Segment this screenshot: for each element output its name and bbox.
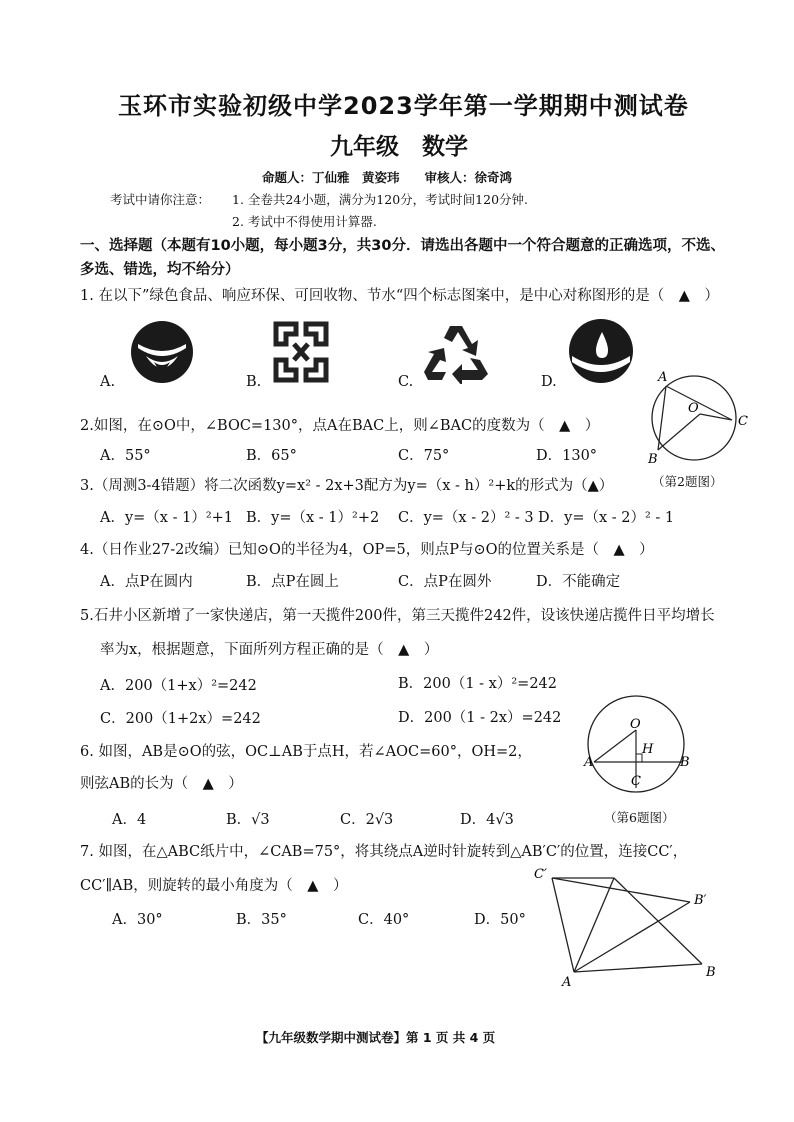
q5-option-d: D．200（1 - 2x）=242 <box>398 710 562 726</box>
q2-label-o: O <box>688 401 699 416</box>
q4-option-a: A．点P在圆内 <box>100 574 193 590</box>
q6-figure-caption: （第6题图） <box>604 810 675 825</box>
q5-option-c: C．200（1+2x）=242 <box>100 711 261 727</box>
q6-label-o: O <box>630 717 641 732</box>
q6-stem-line-1: 6. 如图，AB是⊙O的弦，OC⊥AB于点H，若∠AOC=60°，OH=2， <box>80 744 532 760</box>
authors-line: 命题人：丁仙雅 黄姿玮 审核人：徐奇鸿 <box>262 170 513 185</box>
q5-option-b: B．200（1 - x）²=242 <box>398 676 557 692</box>
q4-option-c: C．点P在圆外 <box>398 574 492 590</box>
q4-option-d: D．不能确定 <box>536 574 621 590</box>
q1-option-c: C. <box>398 374 414 390</box>
q1-option-a: A. <box>100 374 116 390</box>
q6-label-h: H <box>642 742 654 757</box>
q6-option-a: A．4 <box>112 812 147 828</box>
page-subtitle: 九年级 数学 <box>330 134 468 160</box>
q6-stem-line-2: 则弦AB的长为（ ▲ ） <box>80 776 243 792</box>
q2-figure <box>640 366 752 466</box>
page-title: 玉环市实验初级中学2023学年第一学期期中测试卷 <box>118 92 689 120</box>
q3-stem: 3.（周测3-4错题）将二次函数y=x² - 2x+3配方为y=（x - h）²+k的形式为（▲） <box>80 478 614 494</box>
q3-option-c: C．y=（x - 2）² - 3 <box>398 510 534 526</box>
notice-label: 考试中请你注意： <box>110 192 211 207</box>
q6-label-a: A <box>584 755 594 770</box>
q3-option-d: D．y=（x - 2）² - 1 <box>538 510 675 526</box>
q7-segment-ac <box>574 878 614 972</box>
q6-option-b: B．√3 <box>226 812 270 828</box>
q5-option-a: A．200（1+x）²=242 <box>100 678 257 694</box>
q7-segment-ab-prime <box>574 902 690 972</box>
q7-segment-cb <box>614 878 702 964</box>
q7-stem-line-2: CC′∥AB，则旋转的最小角度为（ ▲ ） <box>80 878 348 894</box>
q3-option-b: B．y=（x - 1）²+2 <box>246 510 380 526</box>
q7-figure <box>530 860 730 990</box>
q2-option-d: D．130° <box>536 448 598 464</box>
q7-option-d: D．50° <box>474 912 526 928</box>
q4-stem: 4.（日作业27-2改编）已知⊙O的半径为4，OP=5，则点P与⊙O的位置关系是（ ▲ ） <box>80 542 654 558</box>
q7-label-b: B <box>706 965 716 980</box>
q1-option-b: B. <box>246 374 262 390</box>
q7-stem-line-1: 7. 如图，在△ABC纸片中，∠CAB=75°，将其绕点A逆时针旋转到△AB′C′的位置，连接CC′， <box>80 844 688 860</box>
q7-option-b: B．35° <box>236 912 287 928</box>
q7-option-c: C．40° <box>358 912 410 928</box>
page-footer: 【九年级数学期中测试卷】第 1 页 共 4 页 <box>256 1030 496 1045</box>
q6-label-c: C <box>631 774 641 789</box>
q4-option-b: B．点P在圆上 <box>246 574 339 590</box>
water-saving-logo-icon <box>566 316 636 386</box>
q7-label-c-prime: C′ <box>534 867 547 882</box>
q7-option-a: A．30° <box>112 912 163 928</box>
q7-label-b-prime: B′ <box>694 893 707 908</box>
q6-radius-oa <box>594 730 636 762</box>
q2-label-a: A <box>658 370 668 385</box>
q7-segment-ac-prime <box>552 878 574 972</box>
q2-label-b: B <box>648 452 658 466</box>
q5-stem-line-2: 率为x，根据题意，下面所列方程正确的是（ ▲ ） <box>100 642 439 658</box>
notice-line-2: 2. 考试中不得使用计算器. <box>232 214 377 229</box>
q2-radius-ob <box>658 414 700 450</box>
q1-stem: 1. 在以下”绿色食品、响应环保、可回收物、节水“四个标志图案中，是中心对称图形的是（ ▲ ） <box>80 288 719 304</box>
q7-label-a: A <box>562 975 572 990</box>
q2-stem: 2.如图，在⊙O中，∠BOC=130°，点A在BAC上，则∠BAC的度数为（ ▲ ） <box>80 418 600 434</box>
q7-segment-ab <box>574 964 702 972</box>
q6-label-b: B <box>680 755 690 770</box>
q6-option-d: D．4√3 <box>460 812 514 828</box>
q2-option-a: A．55° <box>100 448 151 464</box>
q5-stem-line-1: 5.石井小区新增了一家快递店，第一天揽件200件，第三天揽件242件，设该快递店揽件日平均增长 <box>80 608 715 624</box>
environmental-logo-icon <box>272 320 330 384</box>
q2-option-b: B．65° <box>246 448 297 464</box>
notice-line-1: 1. 全卷共24小题，满分为120分，考试时间120分钟. <box>232 192 528 207</box>
recycle-logo-icon <box>420 318 502 384</box>
q6-option-c: C．2√3 <box>340 812 394 828</box>
green-food-logo-icon <box>128 318 196 386</box>
section-heading-line-2: 多选、错选，均不给分） <box>80 262 240 278</box>
q2-figure-caption: （第2题图） <box>652 474 723 489</box>
q3-option-a: A．y=（x - 1）²+1 <box>100 510 234 526</box>
q7-segment-c-prime-b-prime <box>552 878 690 902</box>
q2-label-c: C <box>738 414 748 429</box>
q6-figure <box>582 690 694 798</box>
section-heading-line-1: 一、选择题（本题有10小题，每小题3分，共30分．请选出各题中一个符合题意的正确选项，不选、 <box>80 238 725 254</box>
q2-option-c: C．75° <box>398 448 450 464</box>
q1-option-d: D. <box>541 374 557 390</box>
